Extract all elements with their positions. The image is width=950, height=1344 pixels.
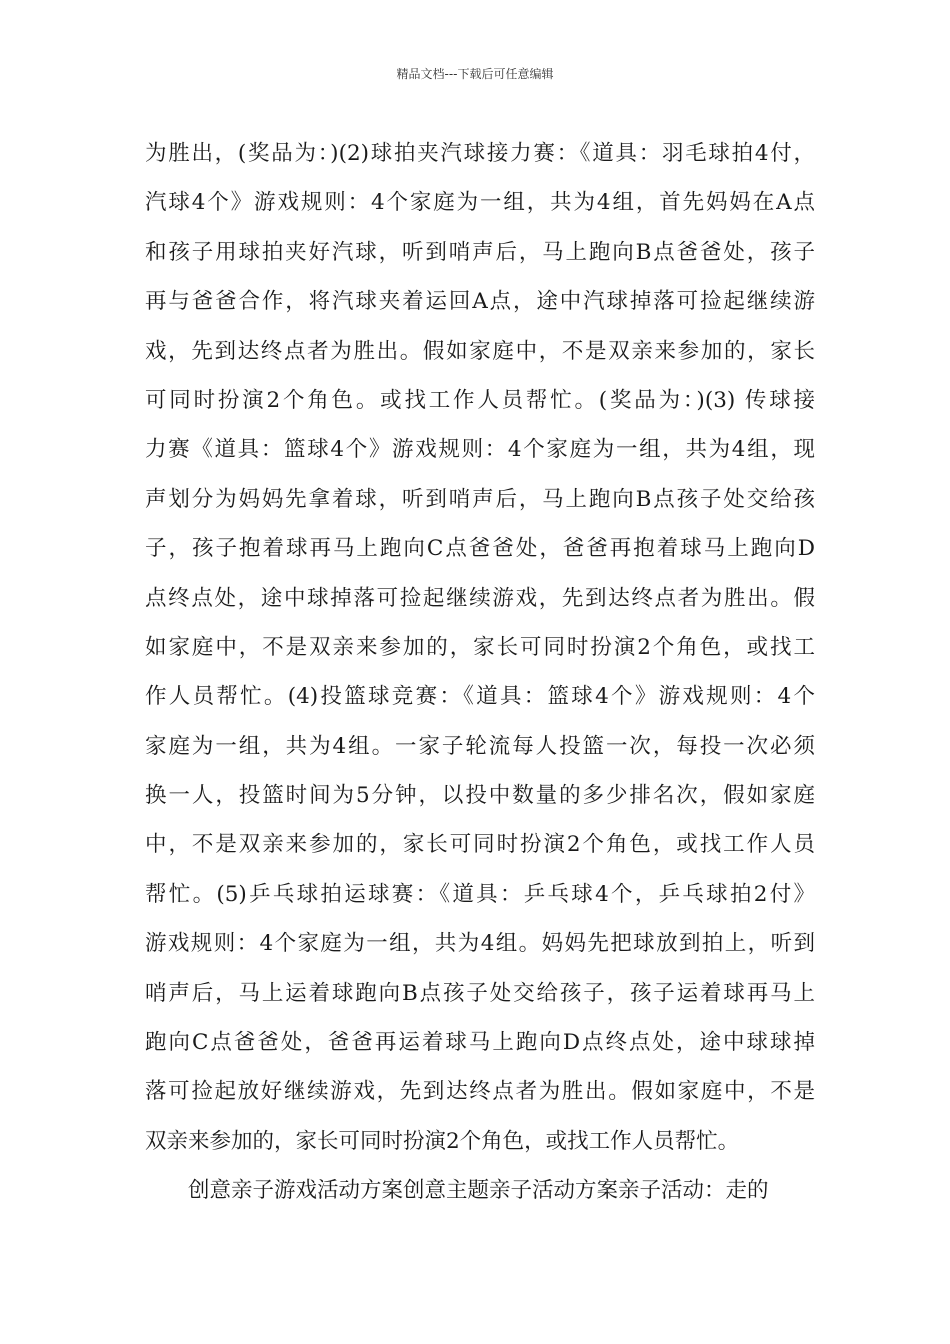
text-line: 力赛《道具：篮球4个》游戏规则：4个家庭为一组，共为4组，现 [145, 437, 815, 463]
page-header: 精品文档---下载后可任意编辑 [396, 67, 554, 81]
text-line: 双亲来参加的，家长可同时扮演2个角色，或找工作人员帮忙。 [145, 1128, 740, 1154]
text-line: 点终点处，途中球掉落可捡起继续游戏，先到达终点者为胜出。假 [145, 585, 815, 611]
body-text [145, 129, 815, 1216]
paragraph-1 [145, 129, 815, 1166]
text-line: 声划分为妈妈先拿着球，听到哨声后，马上跑向B点孩子处交给孩 [145, 486, 815, 512]
text-line: 中，不是双亲来参加的，家长可同时扮演2个角色，或找工作人员 [145, 832, 815, 858]
text-line: 跑向C点爸爸处，爸爸再运着球马上跑向D点终点处，途中球球掉 [145, 1030, 815, 1056]
text-line: 为胜出，(奖品为：)(2)球拍夹汽球接力赛：《道具：羽毛球拍4付， [145, 141, 815, 166]
text-line: 和孩子用球拍夹好汽球，听到哨声后，马上跑向B点爸爸处，孩子 [145, 239, 815, 265]
text-line: 戏，先到达终点者为胜出。假如家庭中，不是双亲来参加的，家长 [145, 338, 815, 364]
text-line: 落可捡起放好继续游戏，先到达终点者为胜出。假如家庭中，不是 [145, 1079, 815, 1105]
text-line: 创意亲子游戏活动方案创意主题亲子活动方案亲子活动：走的 [188, 1178, 769, 1204]
paragraph-2 [145, 1166, 815, 1215]
text-line: 作人员帮忙。(4)投篮球竞赛：《道具：篮球4个》游戏规则：4个 [145, 684, 815, 710]
text-line: 子，孩子抱着球再马上跑向C点爸爸处，爸爸再抱着球马上跑向D [145, 536, 815, 562]
text-line: 汽球4个》游戏规则：4个家庭为一组，共为4组，首先妈妈在A点 [145, 190, 815, 216]
text-line: 换一人，投篮时间为5分钟，以投中数量的多少排名次，假如家庭 [145, 783, 815, 809]
text-line: 哨声后，马上运着球跑向B点孩子处交给孩子，孩子运着球再马上 [145, 980, 815, 1006]
text-line: 如家庭中，不是双亲来参加的，家长可同时扮演2个角色，或找工 [145, 634, 815, 660]
text-line: 家庭为一组，共为4组。一家子轮流每人投篮一次，每投一次必须 [145, 733, 815, 759]
text-line: 游戏规则：4个家庭为一组，共为4组。妈妈先把球放到拍上，听到 [145, 931, 815, 957]
text-line: 再与爸爸合作，将汽球夹着运回A点，途中汽球掉落可捡起继续游 [145, 289, 815, 315]
text-line: 可同时扮演2个角色。或找工作人员帮忙。(奖品为：)(3) 传球接 [145, 387, 815, 413]
text-line: 帮忙。(5)乒乓球拍运球赛：《道具：乒乓球4个，乒乓球拍2付》 [145, 881, 815, 907]
